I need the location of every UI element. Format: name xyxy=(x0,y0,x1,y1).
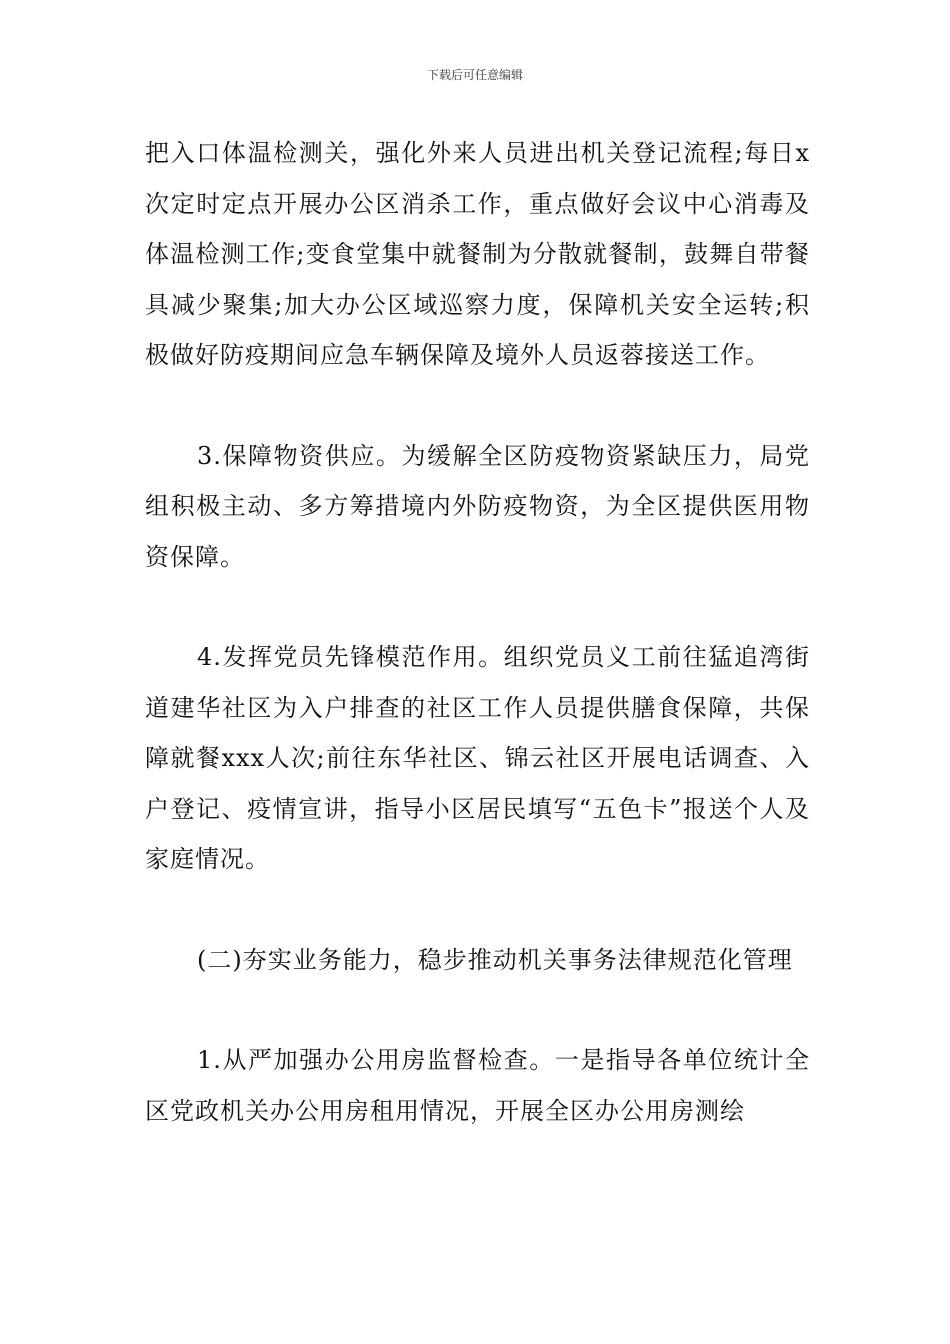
paragraph-office-housing: 1.从严加强办公用房监督检查。一是指导各单位统计全区党政机关办公用房租用情况，开展全区办公用房测绘 xyxy=(145,1046,810,1125)
paragraph-supply: 3.保障物资供应。为缓解全区防疫物资紧缺压力，局党组积极主动、多方筹措境内外防疫物资，为全区提供医用物资保障。 xyxy=(145,441,810,571)
paragraph-gap xyxy=(145,885,810,935)
paragraph-gap xyxy=(145,985,810,1035)
paragraph-continuation: 把入口体温检测关，强化外来人员进出机关登记流程;每日x次定时定点开展办公区消杀工作，重点做好会议中心消毒及体温检测工作;变食堂集中就餐制为分散就餐制，鼓舞自带餐具减少聚集;加大办公区域巡察力度，保障机关安全运转;积极做好防疫期间应急车辆保障及境外人员返蓉接送工作。 xyxy=(145,139,810,369)
paragraph-gap xyxy=(145,381,810,431)
paragraph-gap xyxy=(145,582,810,632)
paragraph-party-members: 4.发挥党员先锋模范作用。组织党员义工前往猛追湾街道建华社区为入户排查的社区工作人员提供膳食保障，共保障就餐xxx人次;前往东华社区、锦云社区开展电话调查、入户登记、疫情宣讲，指导小区居民填写“五色卡”报送个人及家庭情况。 xyxy=(145,643,810,873)
header-note: 下载后可任意编辑 xyxy=(426,68,523,82)
document-body xyxy=(145,128,810,1136)
section-heading: (二)夯实业务能力，稳步推动机关事务法律规范化管理 xyxy=(197,945,793,974)
